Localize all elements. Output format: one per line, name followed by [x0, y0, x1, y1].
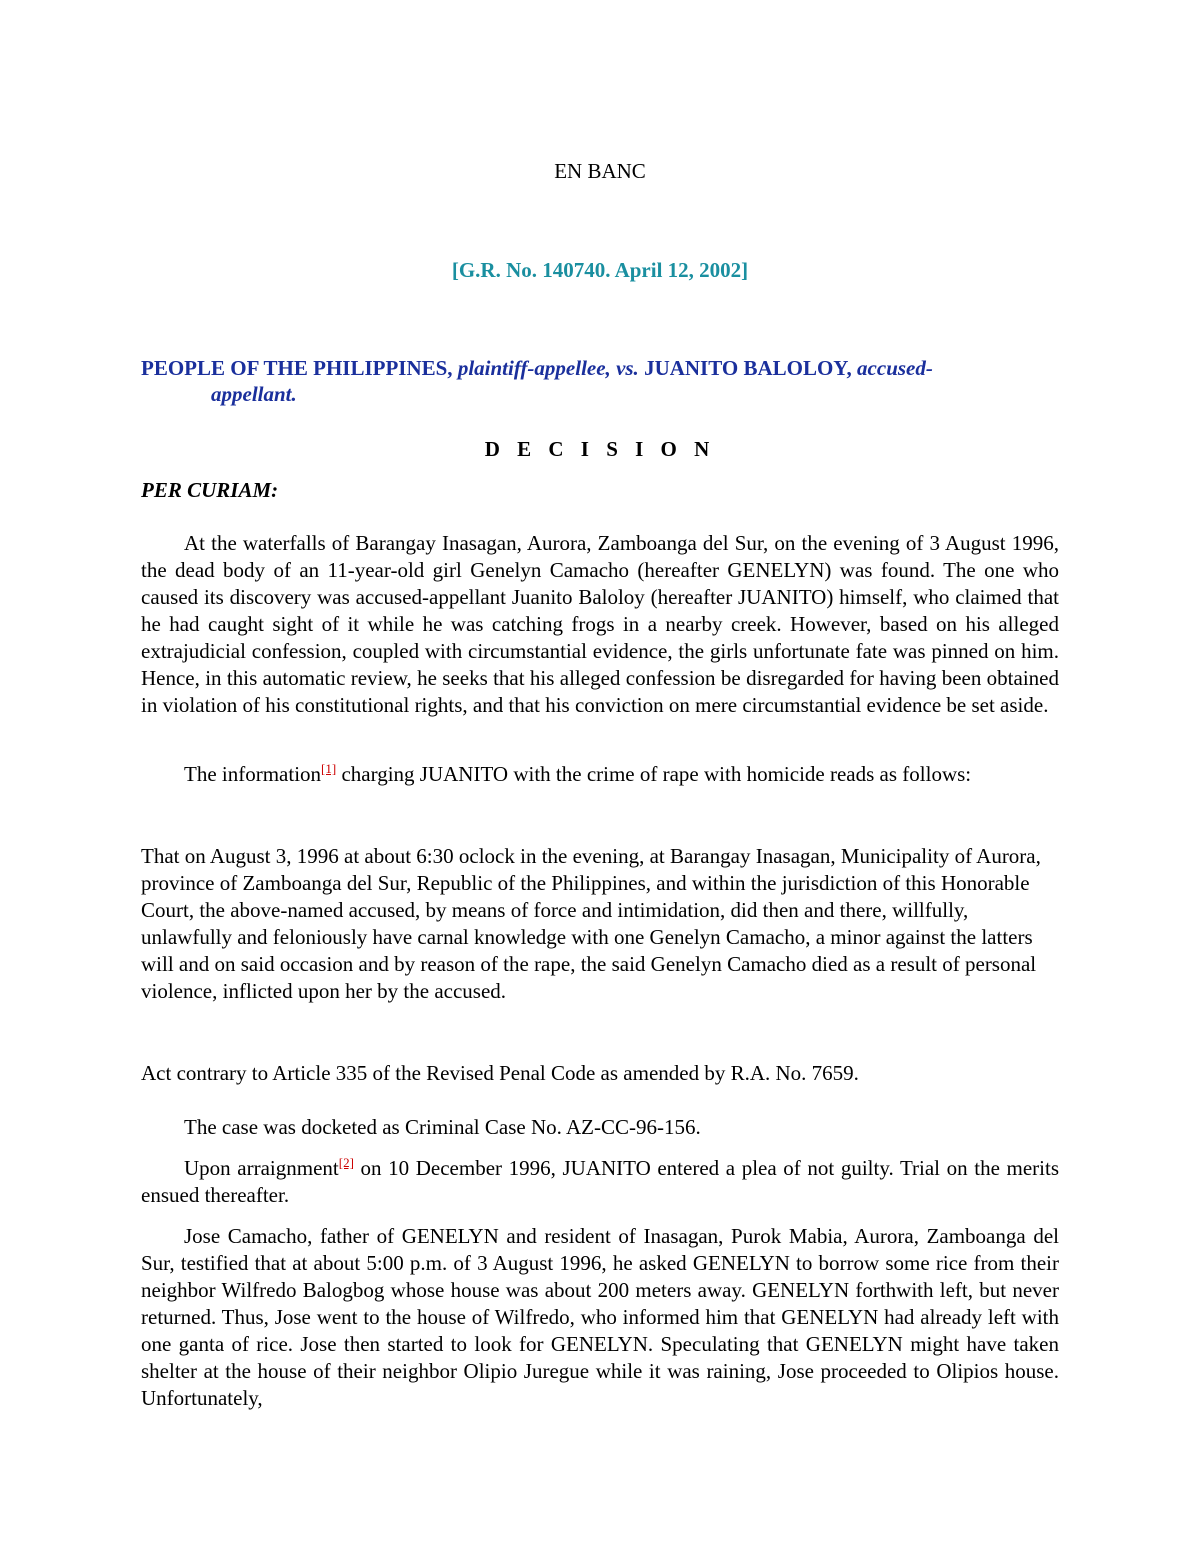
paragraph-1: At the waterfalls of Barangay Inasagan, Aurora, Zamboanga del Sur, on the evening of 3 August 1996, the dead body of an 11-year-old girl Genelyn Camacho (hereafter GENELYN) was found. The one who caused its discovery was accused-appellant Juanito Baloloy (hereafter JUANITO) himself, who claimed that he had caught sight of it while he was catching frogs in a nearby creek. However, based on his alleged extrajudicial confession, coupled with circumstantial evidence, the girls unfortunate fate was pinned on him. Hence, in this automatic review, he seeks that his alleged confession be disregarded for having been obtained in violation of his constitutional rights, and that his conviction on mere circumstantial evidence be set aside.: [141, 531, 1059, 717]
case-parties: [141, 355, 1059, 407]
court-division: EN BANC: [554, 159, 646, 183]
decision-heading: D E C I S I O N: [484, 437, 716, 461]
versus-label: vs.: [616, 356, 639, 380]
footnote-link-2[interactable]: [2]: [338, 1155, 354, 1170]
paragraph-3: The case was docketed as Criminal Case No. AZ-CC-96-156.: [184, 1115, 701, 1139]
per-curiam-heading: PER CURIAM:: [141, 478, 279, 502]
plaintiff-role: plaintiff-appellee,: [457, 356, 611, 380]
plaintiff-name: PEOPLE OF THE PHILIPPINES,: [141, 356, 453, 380]
accused-name: JUANITO BALOLOY,: [644, 356, 852, 380]
information-quote-statute: Act contrary to Article 335 of the Revised Penal Code as amended by R.A. No. 7659.: [141, 1061, 859, 1085]
accused-role-part2: appellant.: [211, 382, 297, 406]
case-number: [G.R. No. 140740. April 12, 2002]: [451, 258, 749, 282]
footnote-link-1[interactable]: [1]: [321, 761, 337, 776]
paragraph-4-text-b: on 10 December 1996, JUANITO entered a plea of not guilty. Trial on the merits ensued thereafter.: [141, 1156, 1059, 1207]
paragraph-2-text-b: charging JUANITO with the crime of rape with homicide reads as follows:: [336, 762, 972, 786]
accused-role-part1: accused-: [857, 356, 933, 380]
paragraph-5: Jose Camacho, father of GENELYN and resident of Inasagan, Purok Mabia, Aurora, Zamboanga del Sur, testified that at about 5:00 p.m. of 3 August 1996, he asked GENELYN to borrow some rice from their neighbor Wilfredo Balogbog whose house was about 200 meters away. GENELYN forthwith left, but never returned. Thus, Jose went to the house of Wilfredo, who informed him that GENELYN had already left with one ganta of rice. Jose then started to look for GENELYN. Speculating that GENELYN might have taken shelter at the house of their neighbor Olipio Juregue while it was raining, Jose proceeded to Olipios house. Unfortunately,: [141, 1224, 1059, 1410]
paragraph-4: [141, 1155, 1059, 1209]
paragraph-2: [141, 761, 1059, 788]
paragraph-4-text-a: Upon arraignment: [184, 1156, 339, 1180]
information-quote: That on August 3, 1996 at about 6:30 oclock in the evening, at Barangay Inasagan, Municipality of Aurora, province of Zamboanga del Sur, Republic of the Philippines, and within the jurisdiction of this Honorable Court, the above-named accused, by means of force and intimidation, did then and there, willfully, unlawfully and feloniously have carnal knowledge with one Genelyn Camacho, a minor against the latters will and on said occasion and by reason of the rape, the said Genelyn Camacho died as a result of personal violence, inflicted upon her by the accused.: [141, 844, 1041, 1003]
paragraph-2-text-a: The information: [184, 762, 322, 786]
